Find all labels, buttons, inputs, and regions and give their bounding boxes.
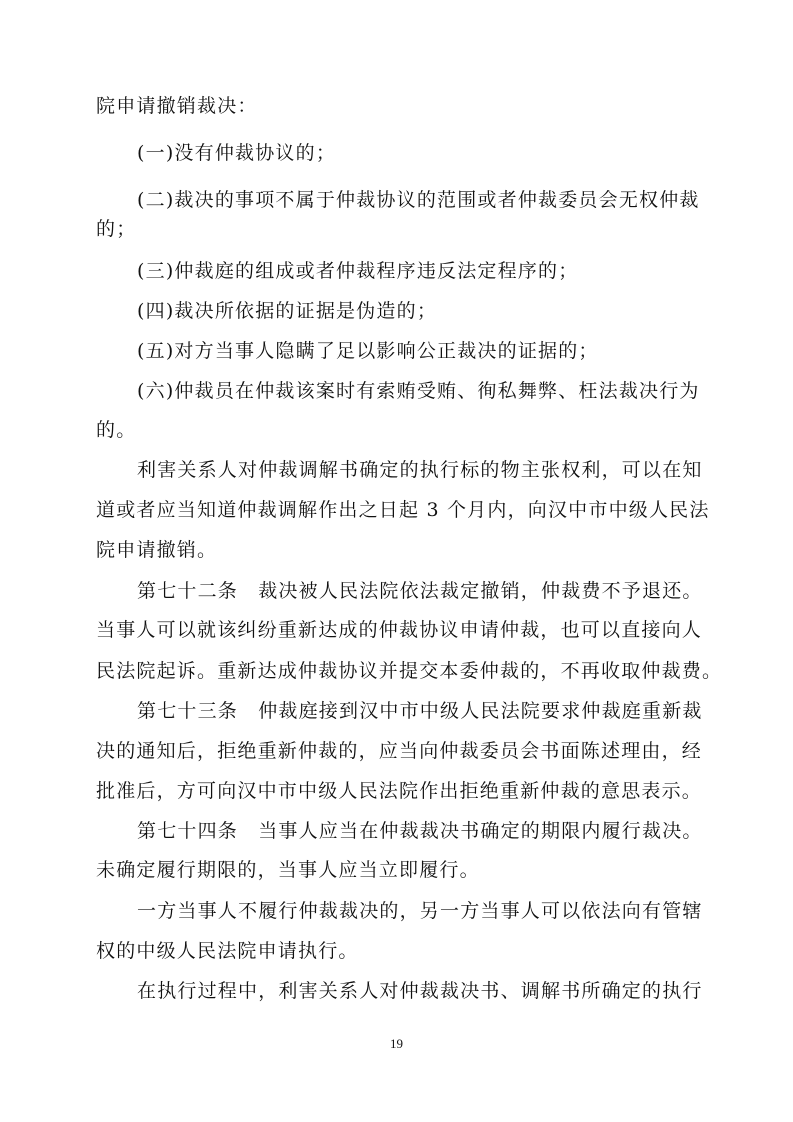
list-item: (五)对方当事人隐瞒了足以影响公正裁决的证据的； xyxy=(137,340,599,362)
body-text-line: 权的中级人民法院申请执行。 xyxy=(96,940,359,962)
body-text-line: 的； xyxy=(96,218,137,240)
list-item: (一)没有仲裁协议的； xyxy=(137,142,337,164)
list-item: (四)裁决所依据的证据是伪造的； xyxy=(137,300,438,322)
body-text-line: 当事人可以就该纠纷重新达成的仲裁协议申请仲裁，也可以直接向人 xyxy=(96,619,703,641)
body-text-line: 院申请撤销裁决： xyxy=(96,95,258,117)
body-text-line: 未确定履行期限的，当事人应当立即履行。 xyxy=(96,859,480,881)
list-item: (六)仲裁员在仲裁该案时有索贿受贿、徇私舞弊、枉法裁决行为 xyxy=(137,380,700,402)
article-72: 第七十二条 裁决被人民法院依法裁定撤销，仲裁费不予退还。 xyxy=(137,580,703,602)
article-73: 第七十三条 仲裁庭接到汉中市中级人民法院要求仲裁庭重新裁 xyxy=(137,700,703,722)
list-item: (二)裁决的事项不属于仲裁协议的范围或者仲裁委员会无权仲裁 xyxy=(137,189,700,211)
body-text-line: 批准后，方可向汉中市中级人民法院作出拒绝重新仲裁的意思表示。 xyxy=(96,780,703,802)
body-text-line: 道或者应当知道仲裁调解作出之日起 3 个月内，向汉中市中级人民法 xyxy=(96,499,710,521)
paragraph-start: 一方当事人不履行仲裁裁决的，另一方当事人可以依法向有管辖 xyxy=(137,900,703,922)
body-text-line: 决的通知后，拒绝重新仲裁的，应当向仲裁委员会书面陈述理由，经 xyxy=(96,740,703,762)
paragraph-start: 利害关系人对仲裁调解书确定的执行标的物主张权利，可以在知 xyxy=(137,459,703,481)
page-number: 19 xyxy=(390,1036,403,1051)
paragraph-start: 在执行过程中，利害关系人对仲裁裁决书、调解书所确定的执行 xyxy=(137,980,703,1002)
article-74: 第七十四条 当事人应当在仲裁裁决书确定的期限内履行裁决。 xyxy=(137,820,703,842)
body-text-line: 民法院起诉。重新达成仲裁协议并提交本委仲裁的，不再收取仲裁费。 xyxy=(96,660,723,682)
list-item: (三)仲裁庭的组成或者仲裁程序违反法定程序的； xyxy=(137,260,579,282)
body-text-line: 院申请撤销。 xyxy=(96,539,218,561)
body-text-line: 的。 xyxy=(96,419,137,441)
